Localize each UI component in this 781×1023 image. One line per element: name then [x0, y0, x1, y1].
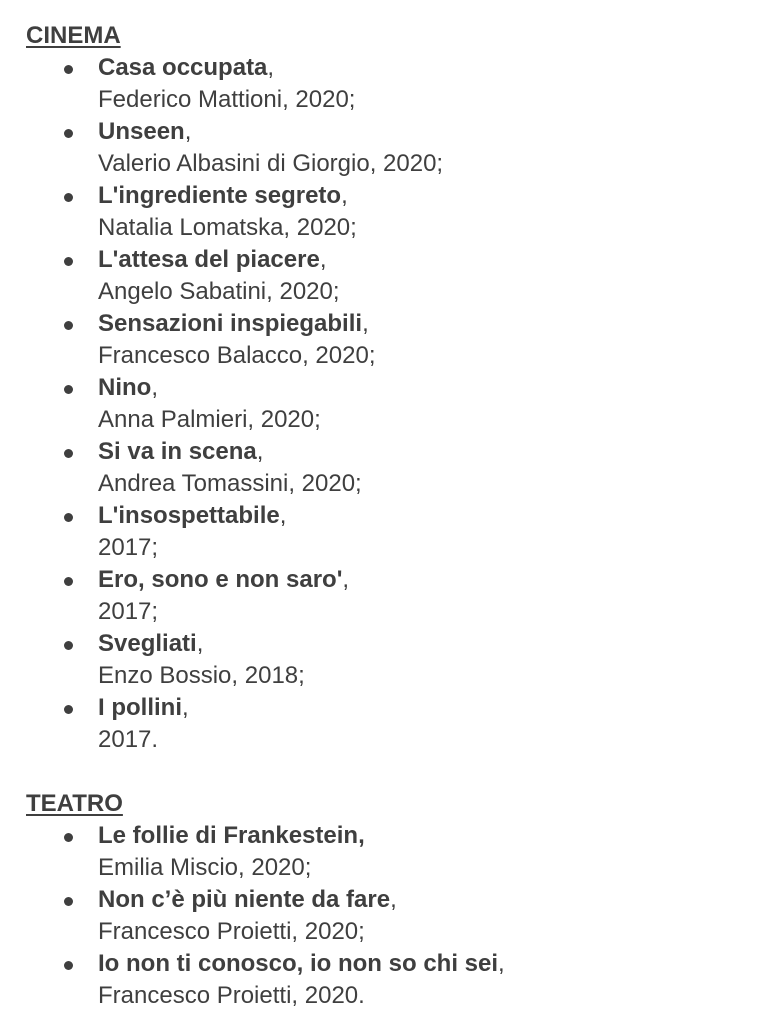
entry-detail: Federico Mattioni, 2020; [98, 86, 356, 113]
bullet-icon [64, 513, 73, 522]
entry-title: Sensazioni inspiegabili [98, 310, 363, 337]
bullet-icon [64, 449, 73, 458]
entry-separator: , [362, 310, 369, 337]
list-item [26, 116, 766, 180]
entry-detail: 2017; [98, 598, 159, 625]
bullet-icon [64, 257, 73, 266]
section-title: CINEMA [26, 22, 121, 49]
bullet-icon [64, 833, 73, 842]
entry-title: Io non ti conosco, io non so chi sei [98, 950, 499, 977]
list-item [26, 884, 766, 948]
bullet-icon [64, 705, 73, 714]
list-item [26, 948, 766, 1012]
entry-detail: Francesco Balacco, 2020; [98, 342, 376, 369]
entry-detail: Valerio Albasini di Giorgio, 2020; [98, 150, 444, 177]
entry-separator: , [279, 502, 287, 529]
list-item [26, 500, 766, 564]
entry-detail: 2017. [98, 726, 159, 753]
entry-separator: , [184, 118, 192, 145]
section-cinema [26, 20, 766, 756]
section-teatro [26, 788, 766, 1012]
entry-detail: Emilia Miscio, 2020; [98, 854, 312, 881]
bullet-icon [64, 193, 73, 202]
entry-title: I pollini [98, 694, 182, 721]
entry-title: L'attesa del piacere [98, 246, 320, 273]
entry-detail: Angelo Sabatini, 2020; [98, 278, 340, 305]
entry-title: Nino [98, 374, 152, 401]
list-item [26, 180, 766, 244]
bullet-icon [64, 65, 73, 74]
entry-title: Ero, sono e non saro' [98, 566, 343, 593]
bullet-icon [64, 129, 73, 138]
entry-separator: , [267, 54, 275, 81]
list-item [26, 628, 766, 692]
entry-separator: , [390, 886, 397, 913]
entry-title: Svegliati [98, 630, 197, 657]
entry-detail: Anna Palmieri, 2020; [98, 406, 321, 433]
entry-separator: , [256, 438, 264, 465]
entry-separator: , [182, 694, 189, 721]
section-spacer [26, 756, 766, 788]
entry-title: Casa occupata [98, 54, 268, 81]
list-item [26, 564, 766, 628]
bullet-icon [64, 577, 73, 586]
list-item [26, 308, 766, 372]
entry-title: Non c’è più niente da fare [98, 886, 391, 913]
entry-title: L'ingrediente segreto [98, 182, 342, 209]
document-page [26, 20, 766, 1012]
entry-detail: Andrea Tomassini, 2020; [98, 470, 362, 497]
entry-detail: 2017; [98, 534, 159, 561]
bullet-icon [64, 321, 73, 330]
entry-detail: Francesco Proietti, 2020; [98, 918, 365, 945]
entry-title: Unseen [98, 118, 185, 145]
entry-detail: Natalia Lomatska, 2020; [98, 214, 357, 241]
entry-detail: Francesco Proietti, 2020. [98, 982, 365, 1009]
entry-title: Le follie di Frankestein, [98, 822, 365, 849]
list-item [26, 436, 766, 500]
list-item [26, 372, 766, 436]
list-item [26, 692, 766, 756]
list-item [26, 820, 766, 884]
entry-separator: , [498, 950, 505, 977]
entry-separator: , [342, 566, 350, 593]
list-item [26, 244, 766, 308]
entry-separator: , [151, 374, 158, 401]
list-item [26, 52, 766, 116]
entry-title: Si va in scena [98, 438, 257, 465]
section-title: TEATRO [26, 790, 123, 817]
entry-detail: Enzo Bossio, 2018; [98, 662, 305, 689]
bullet-icon [64, 961, 73, 970]
bullet-icon [64, 897, 73, 906]
bullet-icon [64, 641, 73, 650]
bullet-icon [64, 385, 73, 394]
entry-title: L'insospettabile [98, 502, 280, 529]
entry-separator: , [341, 182, 348, 209]
entry-separator: , [196, 630, 204, 657]
entry-list [26, 52, 766, 756]
entry-list [26, 820, 766, 1012]
entry-separator: , [319, 246, 327, 273]
